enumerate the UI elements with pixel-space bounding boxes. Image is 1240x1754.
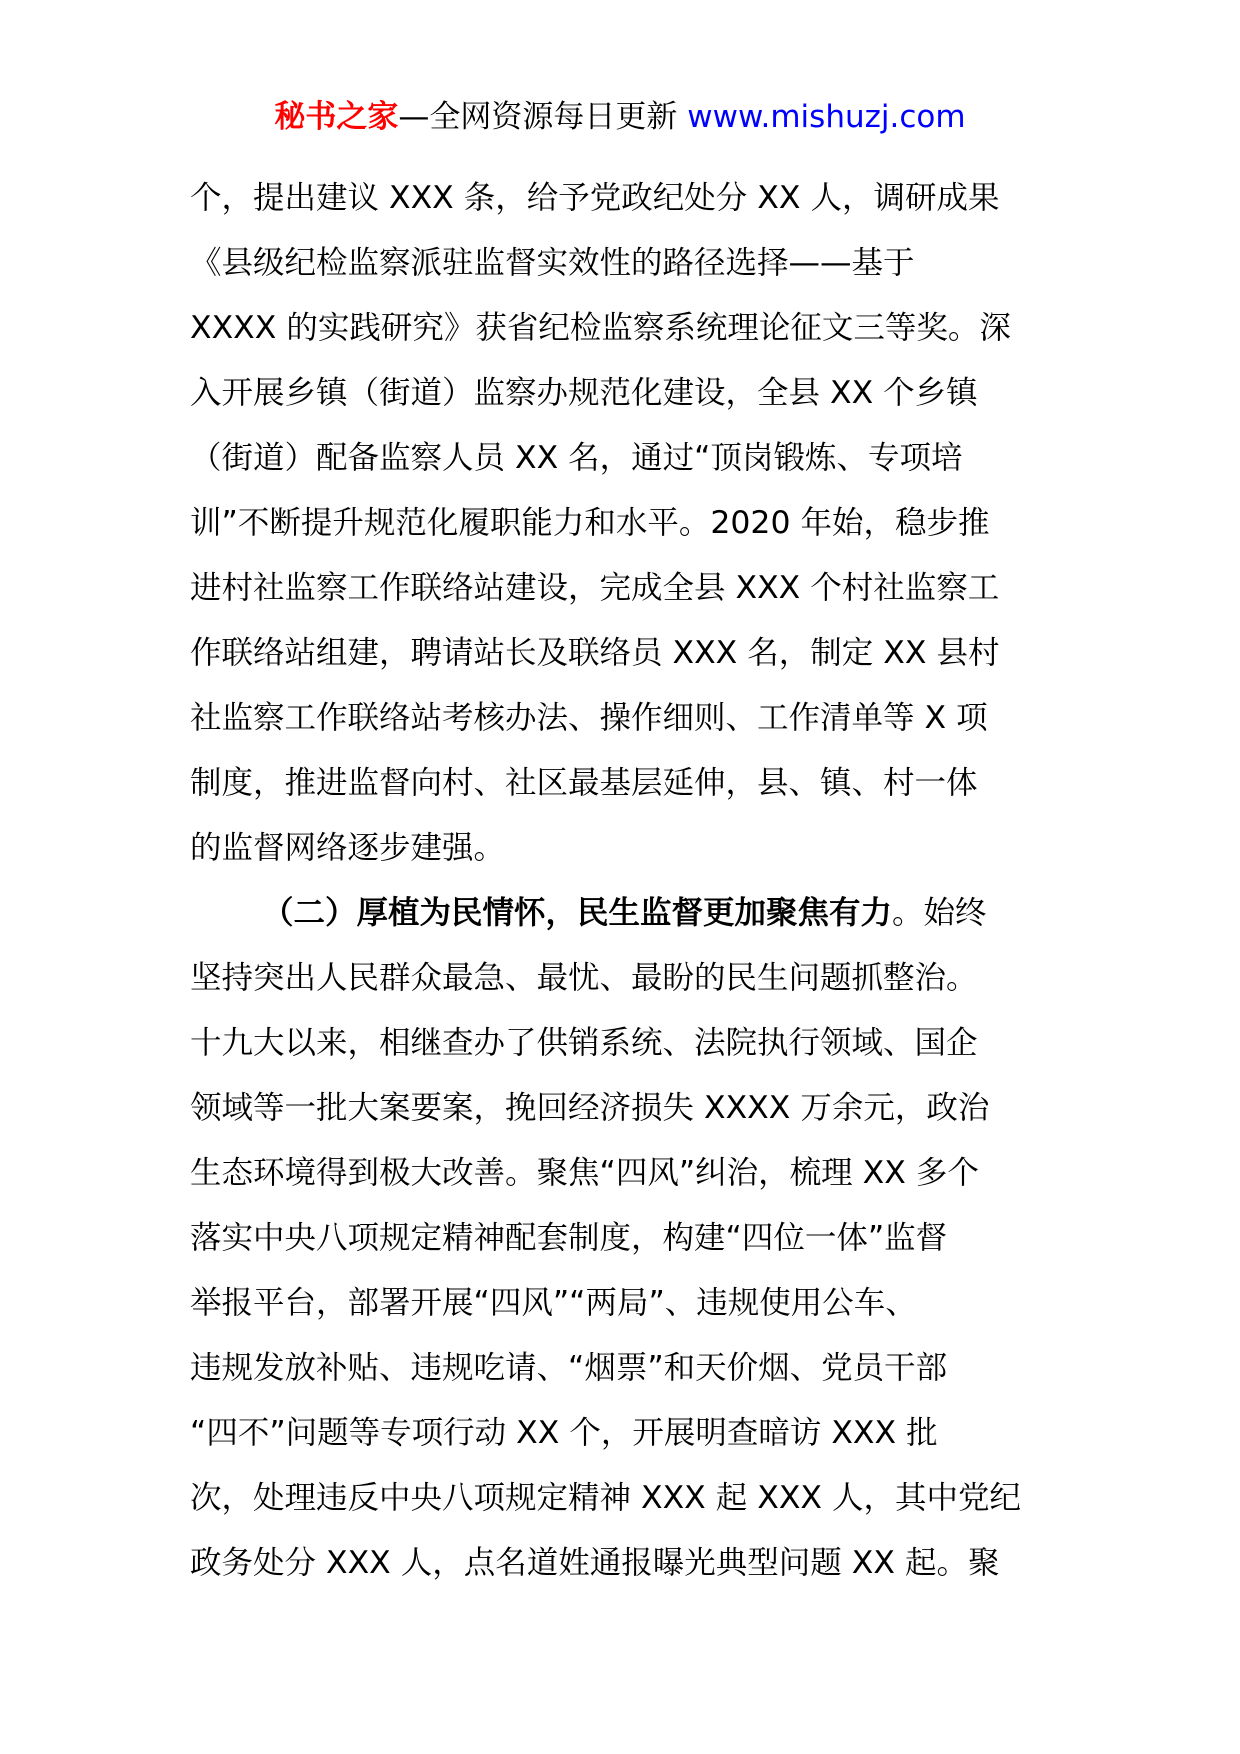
text-line: 十九大以来，相继查办了供销系统、法院执行领域、国企	[190, 1025, 978, 1061]
text-line: 个，提出建议 XXX 条，给予党政纪处分 XX 人，调研成果	[190, 180, 1000, 216]
text-line: “四不”问题等专项行动 XX 个，开展明查暗访 XXX 批	[190, 1415, 938, 1451]
text-line: 落实中央八项规定精神配套制度，构建“四位一体”监督	[190, 1220, 948, 1256]
header-tagline: —全网资源每日更新	[398, 99, 688, 135]
text-line: 举报平台，部署开展“四风”“两局”、违规使用公车、	[190, 1285, 917, 1321]
section-heading-tail: 。始终	[892, 895, 987, 931]
text-line: 社监察工作联络站考核办法、操作细则、工作清单等 X 项	[190, 700, 988, 736]
brand-name: 秘书之家	[274, 99, 399, 135]
text-line: 坚持突出人民群众最急、最忧、最盼的民生问题抓整治。	[190, 960, 978, 996]
section-heading-line	[190, 881, 1058, 946]
text-line: 次，处理违反中央八项规定精神 XXX 起 XXX 人，其中党纪	[190, 1480, 1022, 1516]
text-line: 制度，推进监督向村、社区最基层延伸，县、镇、村一体	[190, 765, 978, 801]
text-line: 作联络站组建，聘请站长及联络员 XXX 名，制定 XX 县村	[190, 635, 1000, 671]
text-line: 违规发放补贴、违规吃请、“烟票”和天价烟、党员干部	[190, 1350, 948, 1386]
text-line: XXXX 的实践研究》获省纪检监察系统理论征文三等奖。深	[190, 310, 1011, 346]
text-line: 训”不断提升规范化履职能力和水平。2020 年始，稳步推	[190, 505, 990, 541]
text-line: 领域等一批大案要案，挽回经济损失 XXXX 万余元，政治	[190, 1090, 990, 1126]
text-line: 政务处分 XXX 人，点名道姓通报曝光典型问题 XX 起。聚	[190, 1545, 1000, 1581]
text-line: 进村社监察工作联络站建设，完成全县 XXX 个村社监察工	[190, 570, 1000, 606]
text-line: 生态环境得到极大改善。聚焦“四风”纠治，梳理 XX 多个	[190, 1155, 979, 1191]
section-heading: （二）厚植为民情怀，民生监督更加聚焦有力	[262, 895, 893, 931]
text-line: 《县级纪检监察派驻监督实效性的路径选择——基于	[190, 245, 915, 281]
text-line: 入开展乡镇（街道）监察办规范化建设，全县 XX 个乡镇	[190, 375, 978, 411]
site-url-link[interactable]: www.mishuzj.com	[687, 99, 966, 135]
text-line: （街道）配备监察人员 XX 名，通过“顶岗锻炼、专项培	[190, 440, 963, 476]
text-line: 的监督网络逐步建强。	[190, 830, 506, 866]
document-body	[190, 166, 1058, 1596]
page-header	[0, 97, 1240, 137]
